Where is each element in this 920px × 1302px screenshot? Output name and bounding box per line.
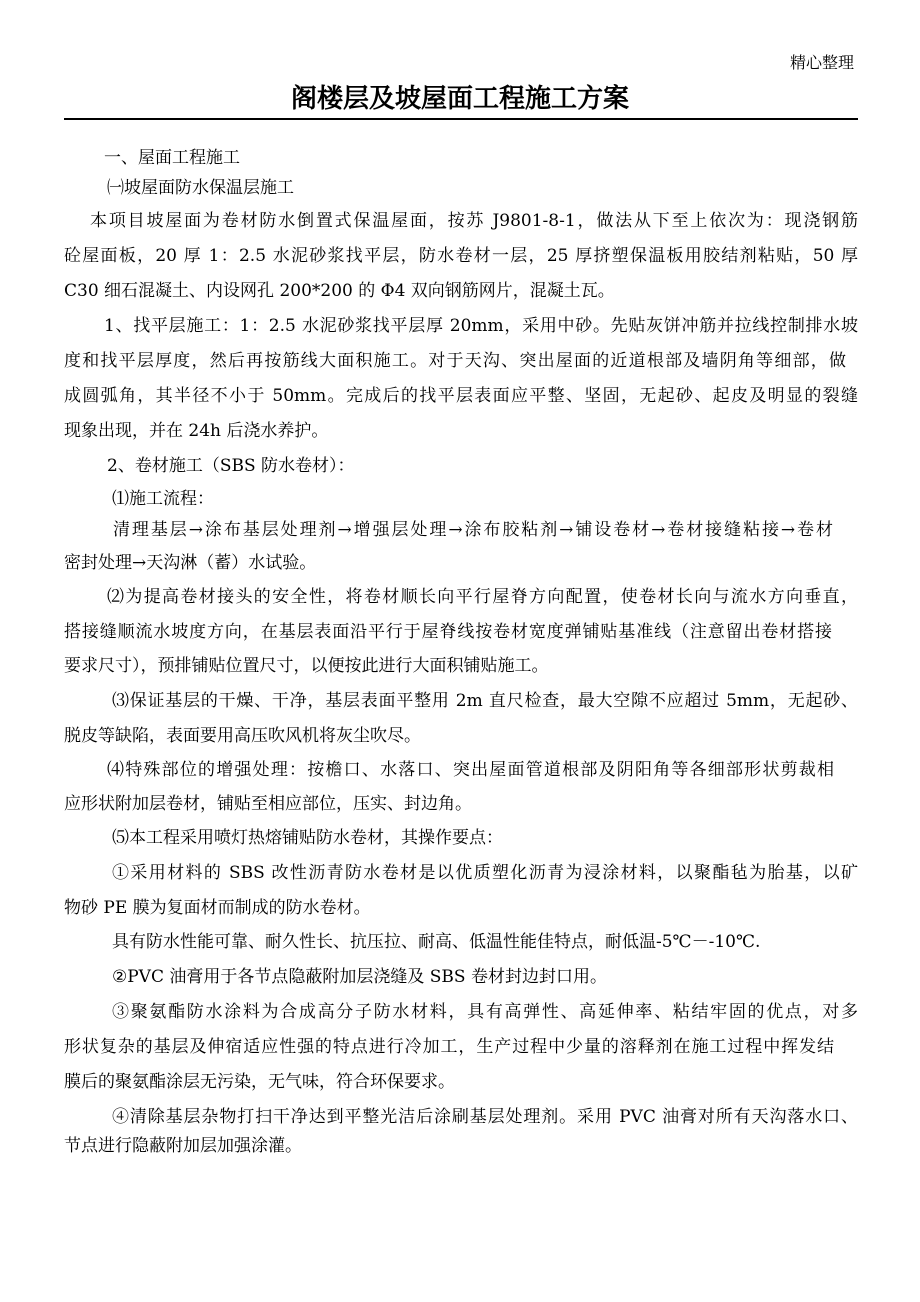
paragraph-line: ⑴施工流程： [112, 489, 214, 509]
section-heading: 一、屋面工程施工 [104, 148, 240, 168]
paragraph-line: 1、找平层施工：1：2.5 水泥砂浆找平层厚 20mm，采用中砂。先贴灰饼冲筋并拉线控制排水坡 [104, 316, 858, 336]
paragraph-line: 膜后的聚氨酯涂层无污染，无气味，符合环保要求。 [64, 1072, 455, 1092]
document-title: 阁楼层及坡屋面工程施工方案 [290, 84, 629, 114]
paragraph-line: 现象出现，并在 24h 后浇水养护。 [64, 421, 329, 441]
paragraph-line: 砼屋面板，20 厚 1：2.5 水泥砂浆找平层，防水卷材一层，25 厚挤塑保温板用胶结剂粘贴，50 厚 [64, 246, 858, 266]
paragraph-line: 形状复杂的基层及伸宿适应性强的特点进行冷加工，生产过程中少量的溶释剂在施工过程中挥发结 [64, 1037, 834, 1057]
title-divider [64, 118, 858, 120]
paragraph-line: 节点进行隐蔽附加层加强涂灌。 [64, 1136, 302, 1156]
paragraph-line: 脱皮等缺陷，表面要用高压吹风机将灰尘吹尽。 [64, 726, 421, 746]
paragraph-line: 成圆弧角，其半径不小于 50mm。完成后的找平层表面应平整、坚固，无起砂、起皮及明显的裂缝 [64, 386, 858, 406]
paragraph-line: ⑶保证基层的干燥、干净，基层表面平整用 2m 直尺检查，最大空隙不应超过 5mm，无起砂、 [112, 691, 858, 711]
paragraph-line: ⑵为提高卷材接头的安全性，将卷材顺长向平行屋脊方向配置，使卷材长向与流水方向垂直， [107, 587, 858, 607]
paragraph-line: 度和找平层厚度，然后再按筋线大面积施工。对于天沟、突出屋面的近道根部及墙阴角等细部，做 [64, 351, 846, 371]
paragraph-line: ②PVC 油膏用于各节点隐蔽附加层浇缝及 SBS 卷材封边封口用。 [112, 967, 607, 987]
paragraph-line: 应形状附加层卷材，铺贴至相应部位，压实、封边角。 [64, 794, 472, 814]
paragraph-line: 具有防水性能可靠、耐久性长、抗压拉、耐高、低温性能佳特点，耐低温-5℃－-10℃. [112, 932, 761, 952]
paragraph-line: 密封处理→天沟淋（蓄）水试验。 [64, 553, 317, 573]
paragraph-line: 搭接缝顺流水坡度方向，在基层表面沿平行于屋脊线按卷材宽度弹铺贴基准线（注意留出卷材搭接 [64, 622, 832, 642]
paragraph-line: 清理基层→涂布基层处理剂→增强层处理→涂布胶粘剂→铺设卷材→卷材接缝粘接→卷材 [113, 520, 833, 540]
paragraph-line: 要求尺寸），预排铺贴位置尺寸，以便按此进行大面积铺贴施工。 [64, 656, 549, 676]
subsection-heading: 2、卷材施工（SBS 防水卷材）： [107, 456, 355, 476]
paragraph-line: 物砂 PE 膜为复面材而制成的防水卷材。 [64, 898, 371, 918]
subsection-heading: ㈠坡屋面防水保温层施工 [107, 178, 294, 198]
paragraph-line: ⑷特殊部位的增强处理：按檐口、水落口、突出屋面管道根部及阴阳角等各细部形状剪裁相 [107, 760, 834, 780]
header-note: 精心整理 [789, 53, 854, 72]
paragraph-line: 本项目坡屋面为卷材防水倒置式保温屋面，按苏 J9801-8-1，做法从下至上依次为：现浇钢筋 [90, 211, 858, 231]
paragraph-line: ③聚氨酯防水涂料为合成高分子防水材料，具有高弹性、高延伸率、粘结牢固的优点，对多 [112, 1002, 858, 1022]
paragraph-line: ④清除基层杂物打扫干净达到平整光洁后涂刷基层处理剂。采用 PVC 油膏对所有天沟落水口、 [112, 1107, 858, 1127]
paragraph-line: ⑸本工程采用喷灯热熔铺贴防水卷材，其操作要点： [112, 828, 503, 848]
paragraph-line: C30 细石混凝土、内设网孔 200*200 的 Φ4 双向钢筋网片，混凝土瓦。 [64, 281, 615, 301]
paragraph-line: ①采用材料的 SBS 改性沥青防水卷材是以优质塑化沥青为浸涂材料，以聚酯毡为胎基，以矿 [112, 863, 858, 883]
